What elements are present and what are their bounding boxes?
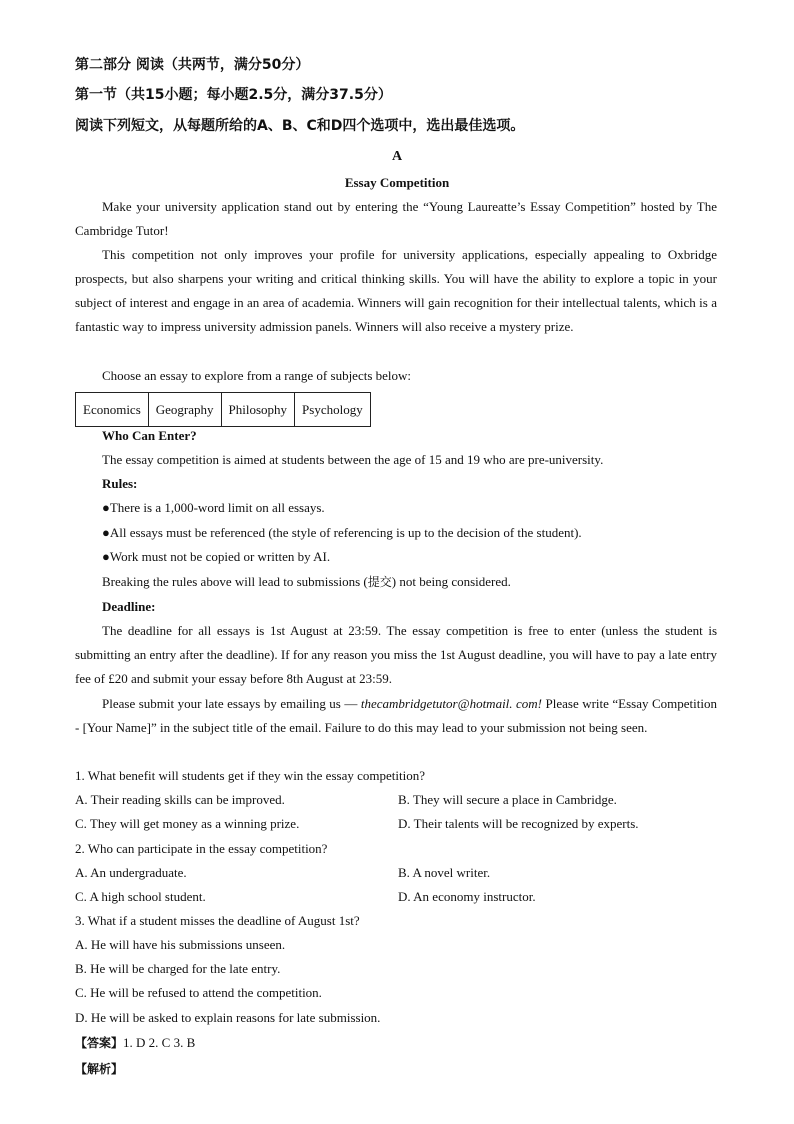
subject-cell: Philosophy xyxy=(221,393,295,427)
answer-label: 【答案】 xyxy=(75,1036,124,1050)
part-heading: 第二部分 阅读（共两节，满分50分） xyxy=(75,57,310,73)
instruction-text: 阅读下列短文，从每题所给的A、B、C和D四个选项中，选出最佳选项。 xyxy=(75,118,525,134)
section-heading: 第一节（共15小题；每小题2.5分，满分37.5分） xyxy=(75,87,392,103)
rules-note xyxy=(102,573,511,591)
paragraph-benefits xyxy=(75,243,717,339)
question-1-option-a: A. Their reading skills can be improved. xyxy=(75,792,285,807)
rules-note-text-a: Breaking the rules above will lead to submissions ( xyxy=(102,574,368,589)
subject-cell: Geography xyxy=(148,393,221,427)
question-1-option-b: B. They will secure a place in Cambridge. xyxy=(398,792,617,807)
paragraph-submit xyxy=(75,692,717,740)
subject-cell: Economics xyxy=(76,393,149,427)
question-2: 2. Who can participate in the essay competition? xyxy=(75,841,328,856)
analysis-line xyxy=(75,1060,123,1078)
paragraph-deadline xyxy=(75,619,717,691)
who-text: The essay competition is aimed at students between the age of 15 and 19 who are pre-university. xyxy=(102,452,604,467)
question-2-option-b: B. A novel writer. xyxy=(398,865,491,880)
paragraph-benefits-text: This competition not only improves your profile for university applications, especially appealing to Oxbridge prospects, but also sharpens your writing and critical thinking skills. You will have the ability to explore a topic in your subject of interest and engage in an area of academia. Winners will gain recognition for their intellectual talents, which is a fantastic way to impress university admission panels. Winners will also receive a mystery prize. xyxy=(75,247,717,334)
question-3-option-d: D. He will be asked to explain reasons for late submission. xyxy=(75,1010,381,1025)
rule-item: ●Work must not be copied or written by AI. xyxy=(102,549,331,564)
submit-text-a: Please submit your late essays by emailing us — xyxy=(102,696,361,711)
rule-item: ●All essays must be referenced (the style of referencing is up to the decision of the student). xyxy=(102,525,582,540)
passage-title: Essay Competition xyxy=(344,175,450,190)
email-address: thecambridgetutor@hotmail. com! xyxy=(360,696,543,711)
question-1-option-d: D. Their talents will be recognized by experts. xyxy=(398,816,639,831)
deadline-heading: Deadline: xyxy=(102,599,156,614)
choose-text: Choose an essay to explore from a range of subjects below: xyxy=(102,368,412,383)
deadline-text: The deadline for all essays is 1st August at 23:59. The essay competition is free to enter (unless the student is submitting an entry after the deadline). If for any reason you miss the 1st August deadline, you will have to pay a late entry fee of £20 and submit your essay before 8th August at 23:59. xyxy=(75,623,717,686)
question-1-option-c: C. They will get money as a winning prize. xyxy=(75,816,300,831)
answer-line xyxy=(75,1034,195,1052)
subject-cell: Psychology xyxy=(295,393,371,427)
answer-text: 1. D 2. C 3. B xyxy=(123,1035,196,1050)
paragraph-intro-text: Make your university application stand out by entering the “Young Laureatte’s Essay Competition” hosted by The Cambridge Tutor! xyxy=(75,199,717,238)
analysis-label: 【解析】 xyxy=(75,1062,124,1076)
rules-note-chinese: 提交 xyxy=(367,575,392,589)
who-heading: Who Can Enter? xyxy=(102,428,197,443)
submit-text-b: Please write “Essay Competition - [Your Name]” in the subject title of the email. Failure to do this may lead to your submission not being seen. xyxy=(75,696,717,735)
question-3-option-a: A. He will have his submissions unseen. xyxy=(75,937,286,952)
subjects-table xyxy=(75,392,371,427)
question-3: 3. What if a student misses the deadline of August 1st? xyxy=(75,913,360,928)
question-2-option-a: A. An undergraduate. xyxy=(75,865,187,880)
question-3-option-b: B. He will be charged for the late entry. xyxy=(75,961,281,976)
question-3-option-c: C. He will be refused to attend the competition. xyxy=(75,985,322,1000)
rules-heading: Rules: xyxy=(102,476,138,491)
paragraph-intro xyxy=(75,195,717,243)
passage-label: A xyxy=(391,149,403,164)
rule-item: ●There is a 1,000-word limit on all essays. xyxy=(102,500,325,515)
rules-note-text-b: ) not being considered. xyxy=(391,574,511,589)
question-1: 1. What benefit will students get if they win the essay competition? xyxy=(75,768,425,783)
question-2-option-d: D. An economy instructor. xyxy=(398,889,536,904)
question-2-option-c: C. A high school student. xyxy=(75,889,206,904)
